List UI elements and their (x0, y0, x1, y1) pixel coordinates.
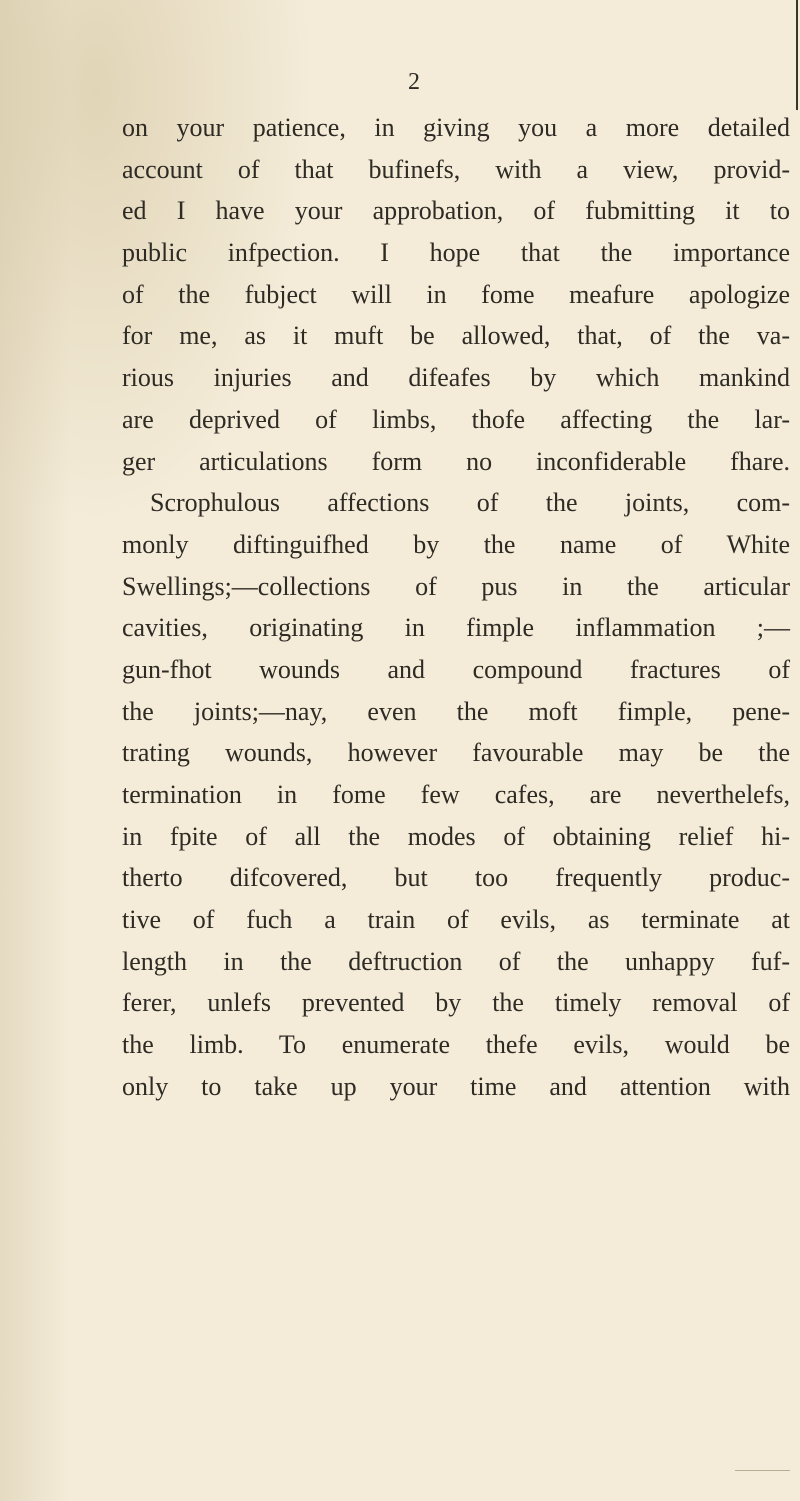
text-line: ed I have your approbation, of fubmitting it to (122, 196, 790, 226)
text-line: the joints;—nay, even the moft fimple, pene- (122, 696, 790, 726)
page-edge-rule (796, 0, 798, 110)
text-line: trating wounds, however favourable may be the (122, 738, 790, 768)
text-line: on your patience, in giving you a more detailed (122, 113, 790, 142)
text-line: termination in fome few cafes, are neverthelefs, (122, 780, 790, 809)
text-line: Swellings;—collections of pus in the articular (122, 571, 790, 601)
paragraph-start-line: Scrophulous affections of the joints, com- (150, 488, 790, 518)
text-line: public infpection. I hope that the importance (122, 238, 790, 268)
text-line: only to take up your time and attention with (122, 1071, 790, 1101)
text-line: therto difcovered, but too frequently produc- (122, 863, 790, 893)
text-line: length in the deftruction of the unhappy fuf- (122, 946, 790, 976)
text-line: ger articulations form no inconfiderable fhare. (122, 446, 790, 476)
text-line: of the fubject will in fome meafure apologize (122, 279, 790, 309)
text-line: in fpite of all the modes of obtaining relief hi- (122, 821, 790, 851)
page-number: 2 (408, 69, 420, 95)
body-text (122, 107, 790, 1108)
text-line: rious injuries and difeafes by which mankind (122, 363, 790, 393)
text-line: cavities, originating in fimple inflammation ;— (122, 613, 790, 643)
text-line: the limb. To enumerate thefe evils, would be (122, 1030, 790, 1060)
page-bottom-rule (735, 1470, 790, 1471)
text-line: ferer, unlefs prevented by the timely removal of (122, 988, 790, 1018)
text-line: monly diftinguifhed by the name of White (122, 529, 790, 559)
text-line: for me, as it muft be allowed, that, of the va- (122, 321, 790, 351)
text-line: gun-fhot wounds and compound fractures of (122, 654, 790, 684)
text-line: are deprived of limbs, thofe affecting the lar- (122, 404, 790, 434)
text-line: account of that bufinefs, with a view, provid- (122, 154, 790, 184)
text-line: tive of fuch a train of evils, as terminate at (122, 905, 790, 935)
